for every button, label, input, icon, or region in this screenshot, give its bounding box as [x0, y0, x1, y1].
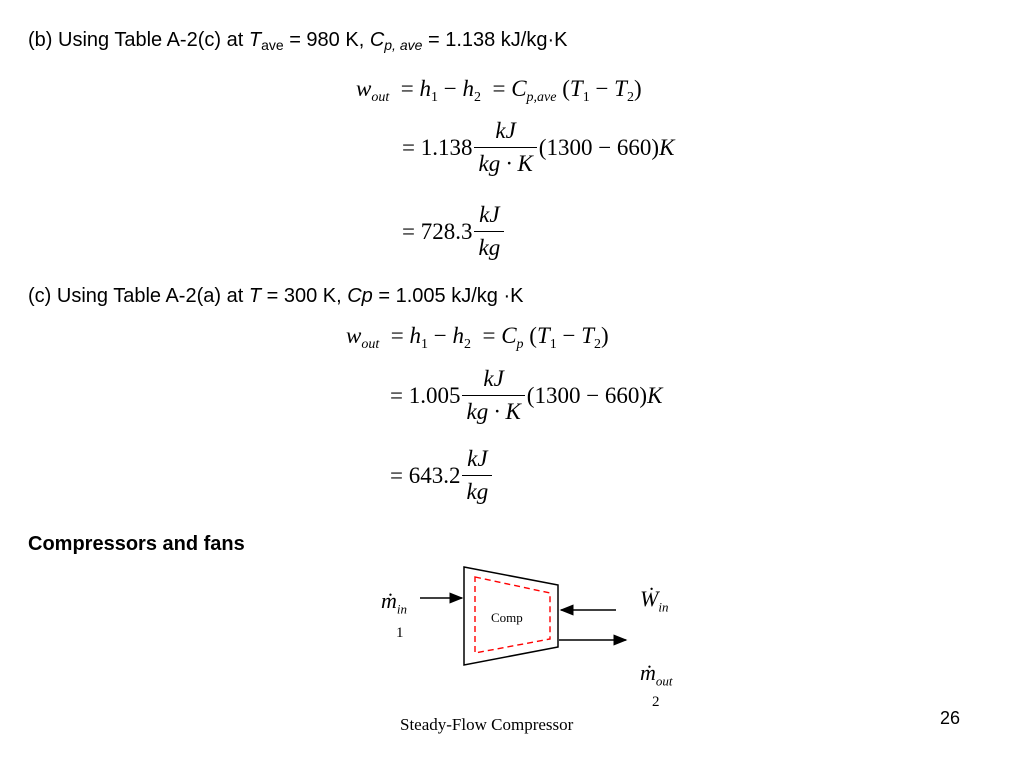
- part-c-equation-2: = 1.005 $\frac{kJ}{kg \cdot K}$ (1300 − 660) K: [390, 366, 663, 424]
- part-c-equation-3: = 643.2 $\frac{kJ}{kg}$: [390, 446, 494, 505]
- part-b-equation-3: = 728.3 $\frac{kJ}{kg}$: [402, 202, 506, 261]
- part-c-heading: (c) Using Table A-2(a) at T = 300 K, Cp = 1.005 kJ/kg ·K: [28, 285, 524, 307]
- part-b-heading: (b) Using Table A-2(c) at $T_{ave} = 980$ K, $C_{p, ave} = 1.138$ kJ/kg·K: [28, 29, 568, 53]
- outlet-state-number: 2: [652, 694, 660, 710]
- fraction: $\frac{kJ}{kg \cdot K}$: [474, 118, 536, 177]
- compressor-diagram: [360, 555, 700, 745]
- fraction: $\frac{kJ}{kg}$: [462, 446, 492, 505]
- mass-flow-in-label: ṁ$_{in}$: [381, 588, 408, 617]
- diagram-caption: Steady-Flow Compressor: [400, 715, 574, 734]
- mass-flow-out-label: ṁ$_{out}$: [640, 660, 673, 689]
- section-title: Compressors and fans: [28, 533, 245, 555]
- part-b-equation-1: $w_{out} = h_1 - h_2 = C_{p,ave}$ $(T_1 - T_2)$: [356, 76, 642, 105]
- fraction: $\frac{kJ}{kg \cdot K}$: [462, 366, 524, 425]
- work-in-label: Ẇ$_{in}$: [640, 586, 669, 615]
- fraction: $\frac{kJ}{kg}$: [474, 202, 504, 261]
- inlet-state-number: 1: [396, 625, 404, 641]
- compressor-label: Comp: [491, 610, 523, 625]
- part-c-equation-1: $w_{out} = h_1 - h_2 = C_p$ $(T_1 - T_2)$: [346, 323, 609, 352]
- part-b-equation-2: = 1.138 $\frac{kJ}{kg \cdot K}$ (1300 − 660) K: [402, 118, 675, 176]
- page-number: 26: [940, 708, 961, 728]
